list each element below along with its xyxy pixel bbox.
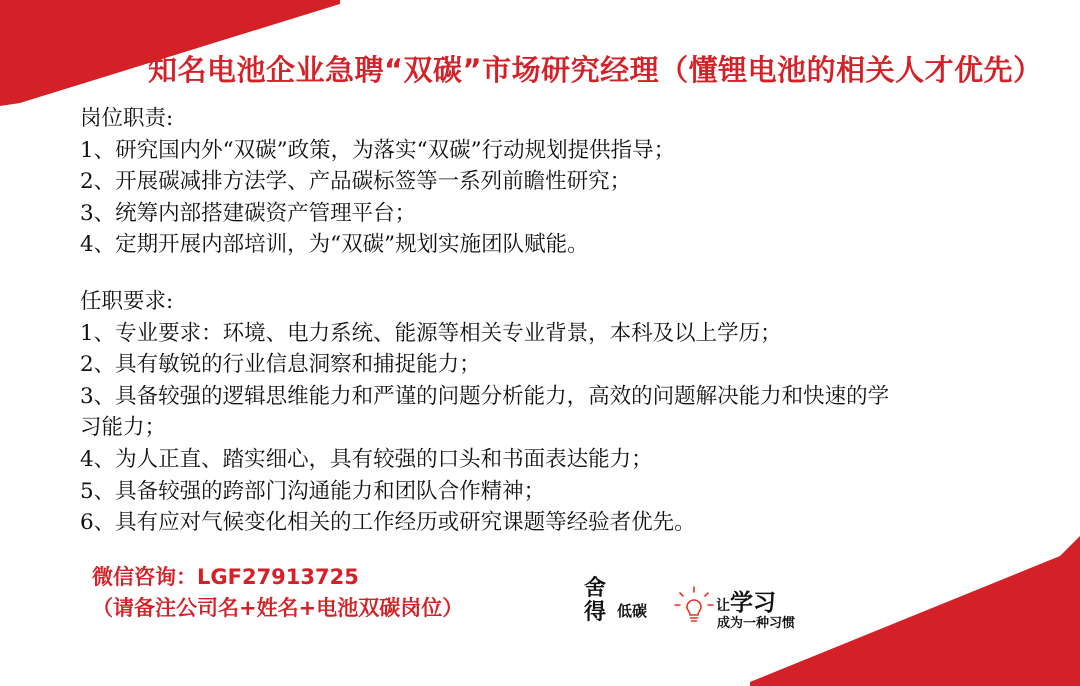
brand-char-bottom: 得 <box>583 600 606 625</box>
wechat-contact: 微信咨询：LGF27913725 <box>92 565 359 589</box>
brand-char-top: 舍 <box>583 576 606 601</box>
requirement-item: 2、具有敏锐的行业信息洞察和捕捉能力； <box>80 352 481 378</box>
requirement-item-continued: 习能力； <box>80 415 167 441</box>
requirement-item: 6、具有应对气候变化相关的工作经历或研究课题等经验者优先。 <box>80 510 696 536</box>
lightbulb-icon <box>672 585 716 629</box>
duty-item: 2、开展碳减排方法学、产品碳标签等一系列前瞻性研究； <box>80 169 632 195</box>
requirement-item: 3、具备较强的逻辑思维能力和严谨的问题分析能力，高效的问题解决能力和快速的学 <box>80 383 890 409</box>
slogan-sub: 成为一种习惯 <box>717 616 796 631</box>
requirement-item: 4、为人正直、踏实细心，具有较强的口头和书面表达能力； <box>80 446 653 472</box>
contact-block <box>92 562 463 624</box>
brand-logo <box>575 577 615 625</box>
requirement-item: 5、具备较强的跨部门沟通能力和团队合作精神； <box>80 478 546 504</box>
requirements-section <box>80 286 889 539</box>
slogan-keyword: 学习 <box>730 590 776 616</box>
duty-item: 4、定期开展内部培训，为“双碳”规划实施团队赋能。 <box>80 232 589 258</box>
requirement-item: 1、专业要求：环境、电力系统、能源等相关专业背景，本科及以上学历； <box>80 320 782 346</box>
requirements-heading: 任职要求: <box>80 289 174 314</box>
contact-note: （请备注公司名+姓名+电池双碳岗位） <box>92 596 464 620</box>
duty-item: 3、统筹内部搭建碳资产管理平台； <box>80 200 417 226</box>
duties-section <box>80 103 675 261</box>
brand-low-carbon: 低碳 <box>617 602 648 620</box>
duties-heading: 岗位职责: <box>80 106 174 131</box>
page-title: 知名电池企业急聘“双碳”市场研究经理（懂锂电池的相关人才优先） <box>148 53 1043 87</box>
duty-item: 1、研究国内外“双碳”政策，为落实“双碳”行动规划提供指导； <box>80 137 676 163</box>
red-corner-bottom-right <box>750 536 1080 686</box>
slogan-prefix: 让 <box>716 598 730 614</box>
